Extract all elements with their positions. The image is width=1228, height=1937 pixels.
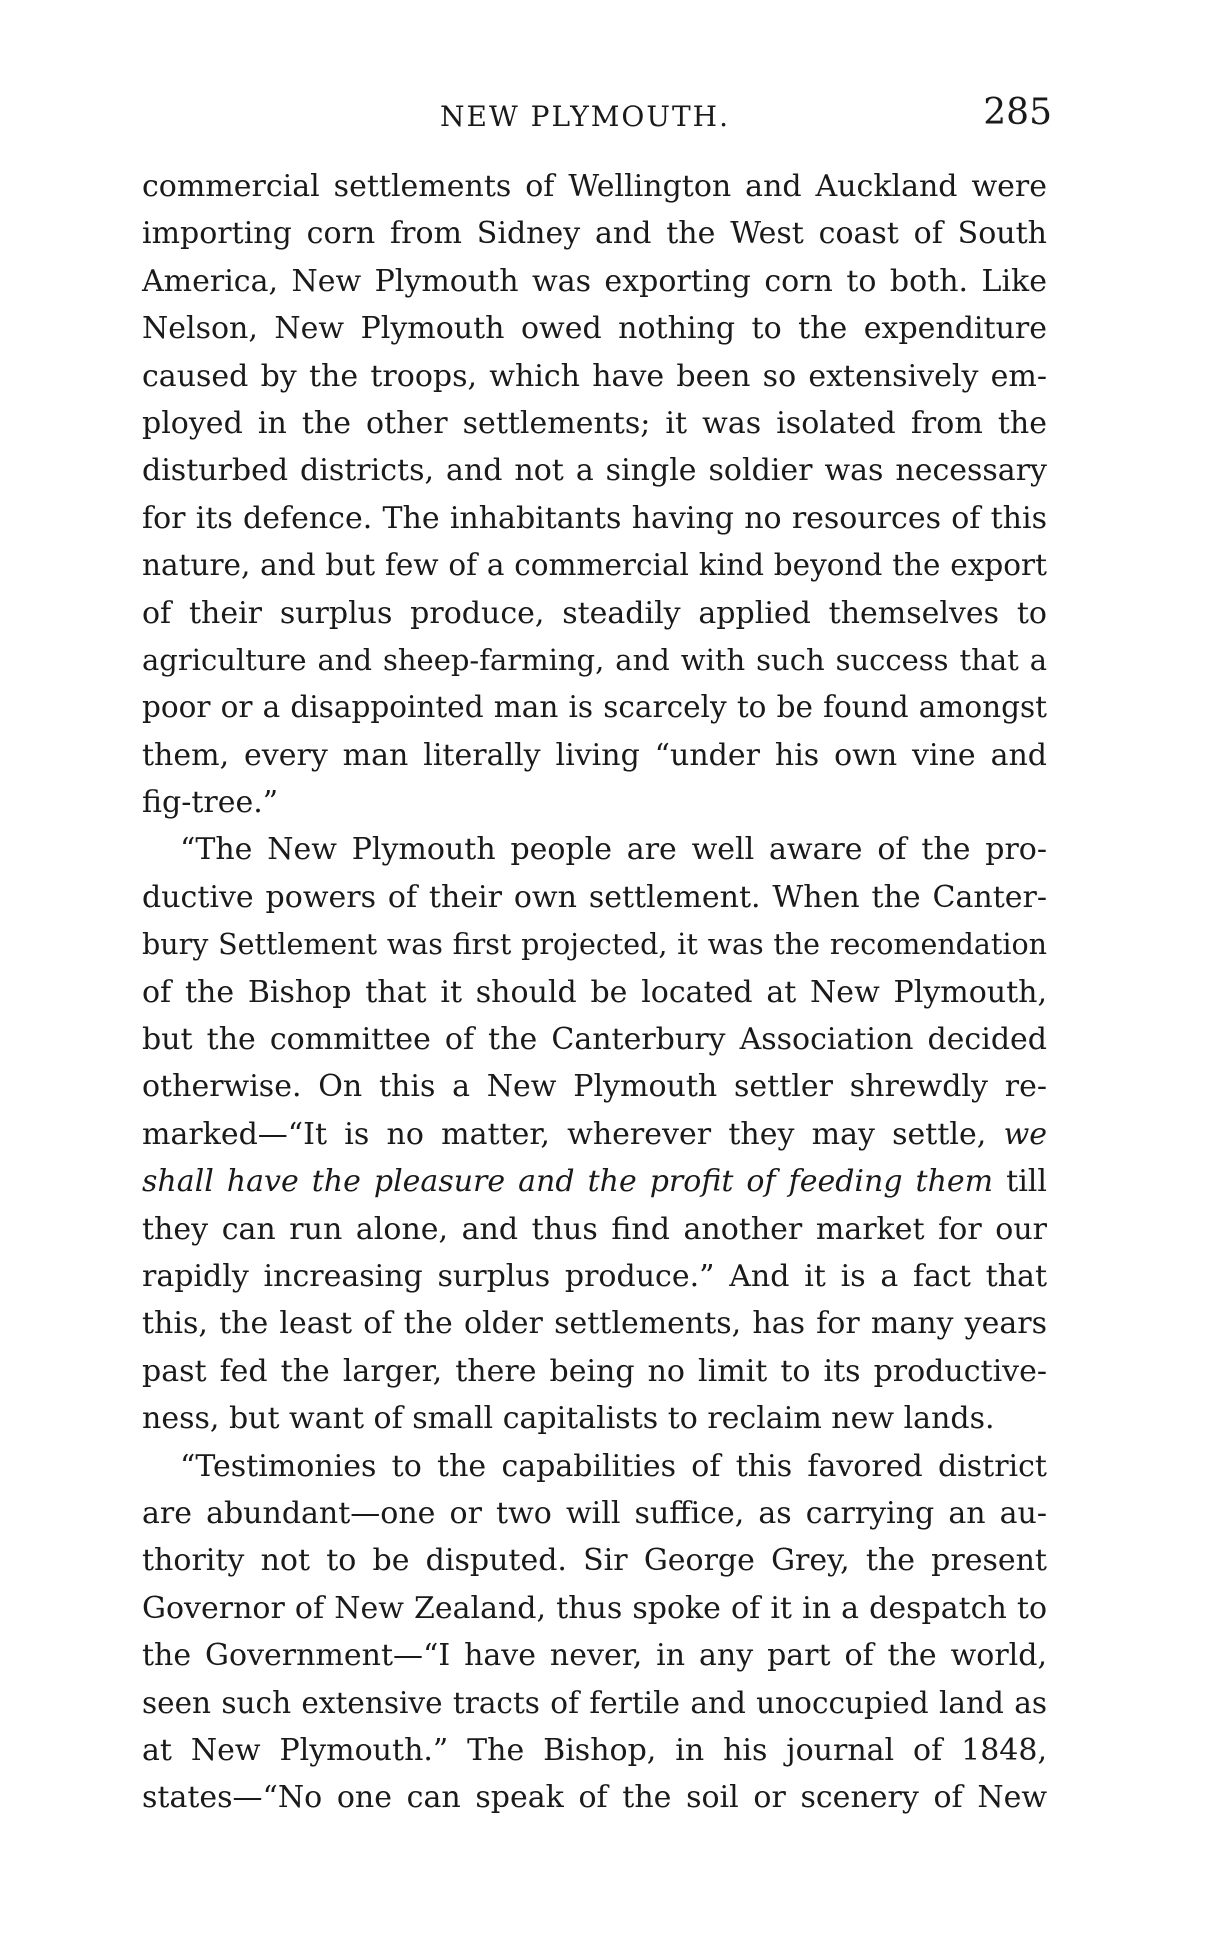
- text-line: poor or a disappointed man is scarcely to be found amongst: [142, 690, 1047, 725]
- text-line: past fed the larger, there being no limit to its productive-: [142, 1353, 1047, 1389]
- text-line: but the committee of the Canterbury Association decided: [142, 1022, 1047, 1058]
- text-line-mixed: [142, 1111, 1047, 1158]
- italic-emphasis: shall have the pleasure and the profit of feeding them: [142, 1164, 994, 1200]
- text-line: ness, but want of small capitalists to reclaim new lands.: [142, 1401, 995, 1437]
- roman-fragment: till: [993, 1164, 1047, 1200]
- text-line: Nelson, New Plymouth owed nothing to the expenditure: [142, 311, 1047, 347]
- text-line: rapidly increasing surplus produce.” And it is a fact that: [142, 1258, 1047, 1294]
- text-line: them, every man literally living “under his own vine and: [142, 737, 1047, 773]
- text-line: nature, and but few of a commercial kind beyond the export: [142, 548, 1047, 583]
- text-line: ductive powers of their own settlement. When the Canter-: [142, 879, 1047, 915]
- text-line: seen such extensive tracts of fertile and unoccupied land as: [142, 1685, 1047, 1720]
- paragraph-first-line: “The New Plymouth people are well aware of the pro-: [180, 832, 1047, 868]
- text-line: are abundant—one or two will suffice, as carrying an au-: [142, 1495, 1047, 1531]
- text-line: commercial settlements of Wellington and Auckland were: [142, 169, 1047, 204]
- text-line: they can run alone, and thus find another market for our: [142, 1211, 1047, 1247]
- text-line-mixed: [142, 1158, 1047, 1205]
- text-line: of their surplus produce, steadily applied themselves to: [142, 595, 1047, 631]
- roman-fragment: marked—“It is no matter, wherever they may settle,: [142, 1116, 1004, 1152]
- page-number: 285: [983, 92, 1052, 133]
- text-line: states—“No one can speak of the soil or scenery of New: [142, 1780, 1047, 1816]
- text-line: disturbed districts, and not a single soldier was necessary: [142, 453, 1047, 489]
- text-line: of the Bishop that it should be located at New Plymouth,: [142, 974, 1047, 1010]
- text-line: the Government—“I have never, in any part of the world,: [142, 1638, 1047, 1674]
- text-line: America, New Plymouth was exporting corn to both. Like: [142, 263, 1047, 299]
- running-head: [140, 92, 1060, 142]
- text-line: importing corn from Sidney and the West coast of South: [142, 216, 1047, 252]
- italic-emphasis: we: [1003, 1116, 1047, 1152]
- text-line: caused by the troops, which have been so extensively em-: [142, 358, 1047, 394]
- text-line: ployed in the other settlements; it was isolated from the: [142, 405, 1047, 441]
- text-line: thority not to be disputed. Sir George Grey, the present: [142, 1543, 1047, 1579]
- text-line: at New Plymouth.” The Bishop, in his journal of 1848,: [142, 1732, 1047, 1768]
- text-line: Governor of New Zealand, thus spoke of it in a despatch to: [142, 1590, 1047, 1626]
- text-line: this, the least of the older settlements, has for many years: [142, 1306, 1047, 1342]
- body-text: [142, 163, 1047, 1822]
- text-line: agriculture and sheep-farming, and with such success that a: [142, 642, 1047, 677]
- running-title: NEW PLYMOUTH.: [440, 100, 730, 133]
- text-line: otherwise. On this a New Plymouth settler shrewdly re-: [142, 1069, 1047, 1105]
- text-line: for its defence. The inhabitants having no resources of this: [142, 500, 1047, 536]
- paragraph-first-line: “Testimonies to the capabilities of this favored district: [180, 1448, 1047, 1484]
- text-line: fig-tree.”: [142, 785, 279, 821]
- text-line: bury Settlement was first projected, it was the recomendation: [142, 928, 1047, 962]
